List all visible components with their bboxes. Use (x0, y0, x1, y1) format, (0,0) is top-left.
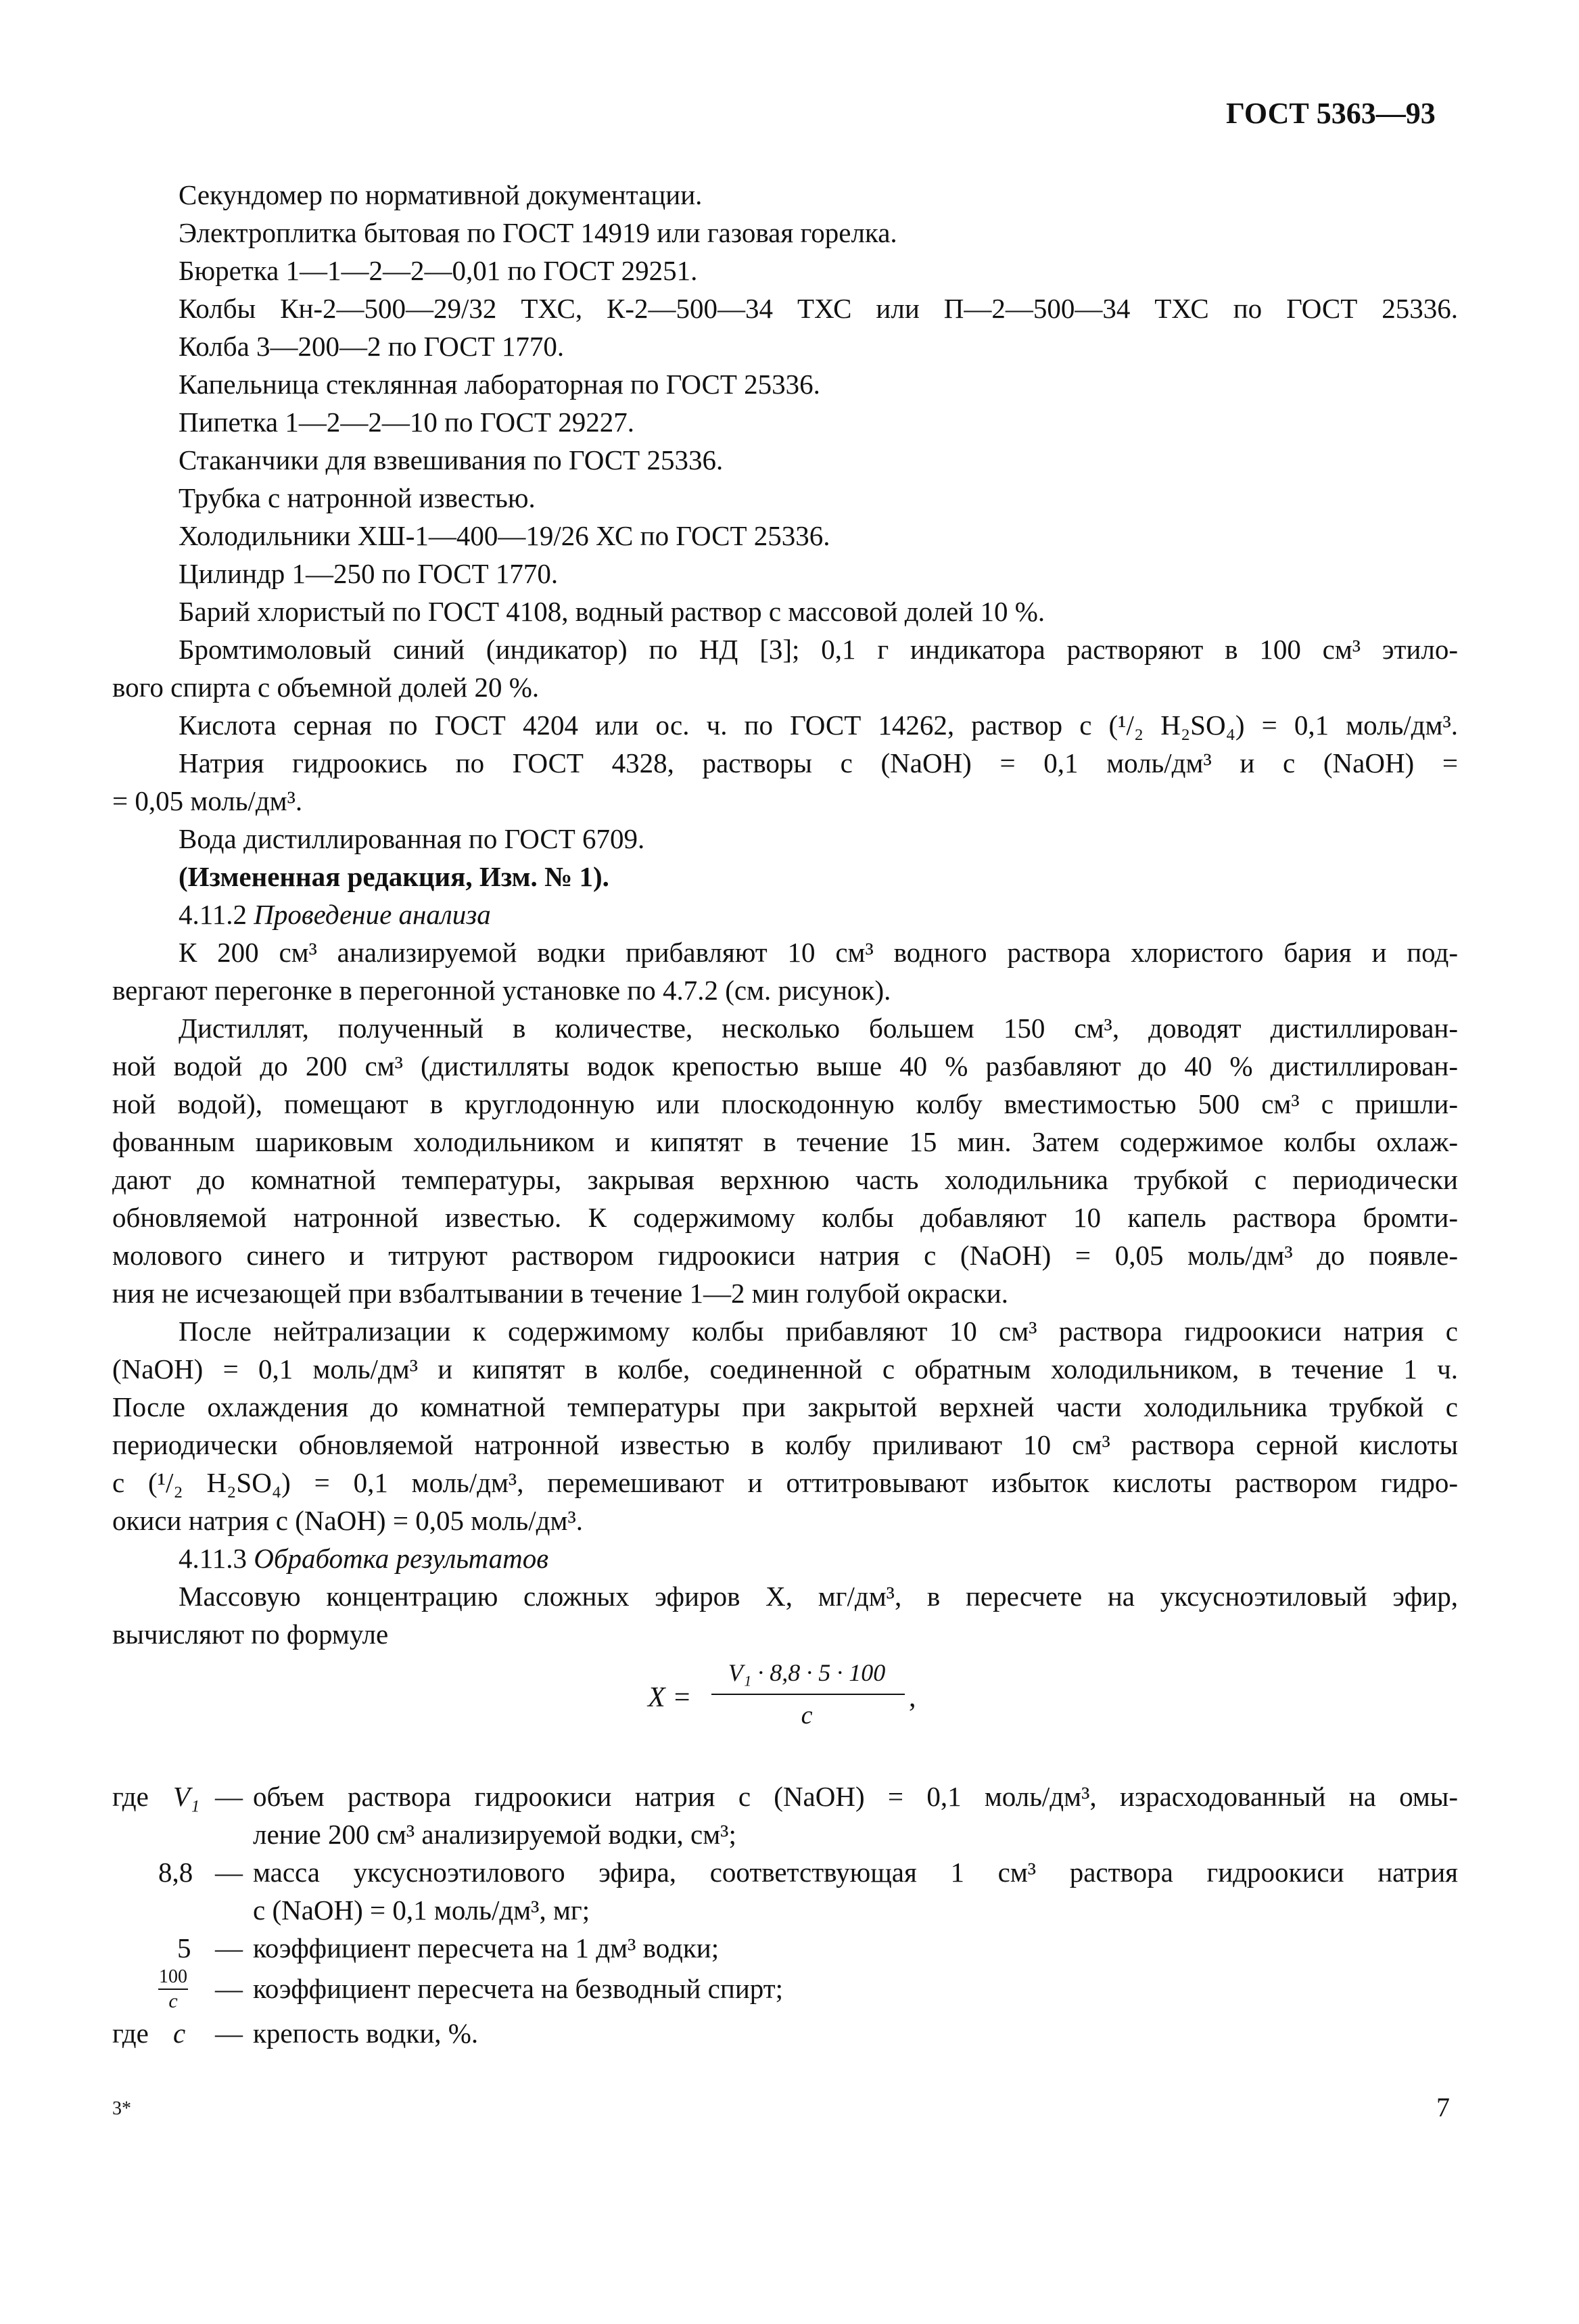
section-title: Проведение анализа (254, 899, 491, 930)
reagent-line: Бромтимоловый синий (индикатор) по НД [3]; 0,1 г индикатора растворяют в 100 см³ этило- (179, 634, 1458, 665)
legend-prefix: где (112, 1781, 149, 1812)
reagent-line: вого спирта с объемной долей 20 %. (112, 672, 540, 703)
legend-dash: — (215, 1932, 243, 1963)
legend-text: коэффициент пересчета на 1 дм³ водки; (253, 1932, 720, 1963)
equipment-item: Цилиндр 1—250 по ГОСТ 1770. (179, 558, 559, 589)
legend-fraction-denominator: c (168, 1990, 178, 2012)
legend-text: ление 200 см³ анализируемой водки, см³; (253, 1819, 736, 1850)
amendment-note: (Измененная редакция, Изм. № 1). (179, 861, 609, 892)
reagent-line: = 0,05 моль/дм³. (112, 785, 303, 816)
paragraph-line: После охлаждения до комнатной температуры при закрытой верхней части холодильника трубкой с (112, 1391, 1458, 1422)
paragraph-line: вычисляют по формуле (112, 1619, 389, 1650)
paragraph-line: Массовую концентрацию сложных эфиров X, мг/дм³, в пересчете на уксусноэтиловый эфир, (179, 1581, 1458, 1612)
legend-text: масса уксусноэтилового эфира, соответствующая 1 см³ раствора гидроокиси натрия (253, 1857, 1458, 1888)
reagent-line: Натрия гидроокись по ГОСТ 4328, растворы c (NaOH) = 0,1 моль/дм³ и c (NaOH) = (179, 747, 1458, 778)
equipment-item: Капельница стеклянная лабораторная по ГОСТ 25336. (179, 369, 820, 400)
equipment-item: Бюретка 1—1—2—2—0,01 по ГОСТ 29251. (179, 255, 698, 286)
reagent-line: Вода дистиллированная по ГОСТ 6709. (179, 823, 645, 854)
paragraph-line: Дистиллят, полученный в количестве, несколько большем 150 см³, доводят дистиллирован- (179, 1013, 1458, 1044)
formula-denominator: c (801, 1701, 813, 1729)
paragraph-line: ния не исчезающей при взбалтывании в течение 1—2 мин голубой окраски. (112, 1278, 1008, 1309)
doc-code-header: ГОСТ 5363—93 (1226, 97, 1436, 130)
paragraph-line: К 200 см³ анализируемой водки прибавляют 10 см³ водного раствора хлористого бария и под- (179, 937, 1458, 968)
equipment-item: Барий хлористый по ГОСТ 4108, водный раствор с массовой долей 10 %. (179, 596, 1045, 627)
sheet-mark: 3* (112, 2098, 131, 2119)
legend-text: объем раствора гидроокиси натрия c (NaOH) = 0,1 моль/дм³, израсходованный на омы- (253, 1781, 1458, 1812)
legend-dash: — (215, 1857, 243, 1888)
paragraph-line: После нейтрализации к содержимому колбы прибавляют 10 см³ раствора гидроокиси натрия c (179, 1316, 1458, 1347)
legend-dash: — (215, 1973, 243, 2004)
legend-text: c (NaOH) = 0,1 моль/дм³, мг; (253, 1895, 590, 1926)
legend-dash: — (215, 2018, 243, 2049)
reagent-line: Кислота серная по ГОСТ 4204 или ос. ч. по ГОСТ 14262, раствор c (¹/₂ H₂SO₄) = 0,1 моль/дм³. (179, 710, 1458, 741)
paragraph-line: окиси натрия c (NaOH) = 0,05 моль/дм³. (112, 1505, 583, 1536)
equipment-item: Колбы Кн-2—500—29/32 ТХС, К-2—500—34 ТХС или П—2—500—34 ТХС по ГОСТ 25336. (179, 293, 1458, 324)
paragraph-line: вергают перегонке в перегонной установке по 4.7.2 (см. рисунок). (112, 975, 891, 1006)
legend-symbol: 8,8 (158, 1857, 193, 1888)
legend-symbol: c (173, 2018, 186, 2049)
legend-dash: — (215, 1781, 243, 1812)
section-number: 4.11.2 (179, 899, 247, 930)
legend-symbol: V₁ (173, 1781, 200, 1812)
paragraph-line: ной водой), помещают в круглодонную или плоскодонную колбу вместимостью 500 см³ с пришли- (112, 1088, 1458, 1119)
paragraph-line: ной водой до 200 см³ (дистилляты водок крепостью выше 40 % разбавляют до 40 % дистиллирован- (112, 1050, 1458, 1082)
paragraph-line: периодически обновляемой натронной известью в колбу приливают 10 см³ раствора серной кислоты (112, 1429, 1458, 1460)
page-number: 7 (1436, 2092, 1450, 2122)
equipment-item: Трубка с натронной известью. (179, 482, 536, 513)
section-heading (179, 896, 1458, 933)
paragraph-line: (NaOH) = 0,1 моль/дм³ и кипятят в колбе, соединенной с обратным холодильником, в течение 1 ч. (112, 1353, 1458, 1385)
equipment-item: Пипетка 1—2—2—10 по ГОСТ 29227. (179, 406, 634, 438)
section-number: 4.11.3 (179, 1543, 247, 1574)
section-heading (179, 1539, 1458, 1577)
equipment-item: Холодильники ХШ-1—400—19/26 ХС по ГОСТ 25336. (179, 520, 830, 551)
legend-fraction-numerator: 100 (159, 1966, 187, 1987)
legend-prefix: где (112, 2018, 149, 2049)
fraction-bar (711, 1694, 905, 1695)
paragraph-line: молового синего и титруют раствором гидроокиси натрия c (NaOH) = 0,05 моль/дм³ до появле- (112, 1240, 1458, 1271)
formula-trailing-comma: , (909, 1682, 916, 1713)
equipment-item: Колба 3—200—2 по ГОСТ 1770. (179, 331, 565, 362)
formula-numerator: V₁ · 8,8 · 5 · 100 (728, 1659, 886, 1686)
equipment-item: Электроплитка бытовая по ГОСТ 14919 или газовая горелка. (179, 217, 897, 248)
legend-text: крепость водки, %. (253, 2018, 479, 2049)
section-title: Обработка результатов (254, 1543, 549, 1574)
formula-lhs: X = (648, 1682, 692, 1713)
paragraph-line: фованным шариковым холодильником и кипятят в течение 15 мин. Затем содержимое колбы охлаж- (112, 1126, 1458, 1157)
legend-text: коэффициент пересчета на безводный спирт; (253, 1973, 784, 2004)
equipment-item: Стаканчики для взвешивания по ГОСТ 25336. (179, 444, 724, 475)
paragraph-line: обновляемой натронной известью. К содержимому колбы добавляют 10 капель раствора бромти- (112, 1202, 1458, 1233)
paragraph-line: c (¹/₂ H₂SO₄) = 0,1 моль/дм³, перемешивают и оттитровывают избыток кислоты раствором гидро- (112, 1467, 1458, 1498)
paragraph-line: дают до комнатной температуры, закрывая верхнюю часть холодильника трубкой с периодически (112, 1164, 1458, 1195)
equipment-item: Секундомер по нормативной документации. (179, 179, 703, 210)
legend-symbol: 5 (177, 1932, 191, 1963)
